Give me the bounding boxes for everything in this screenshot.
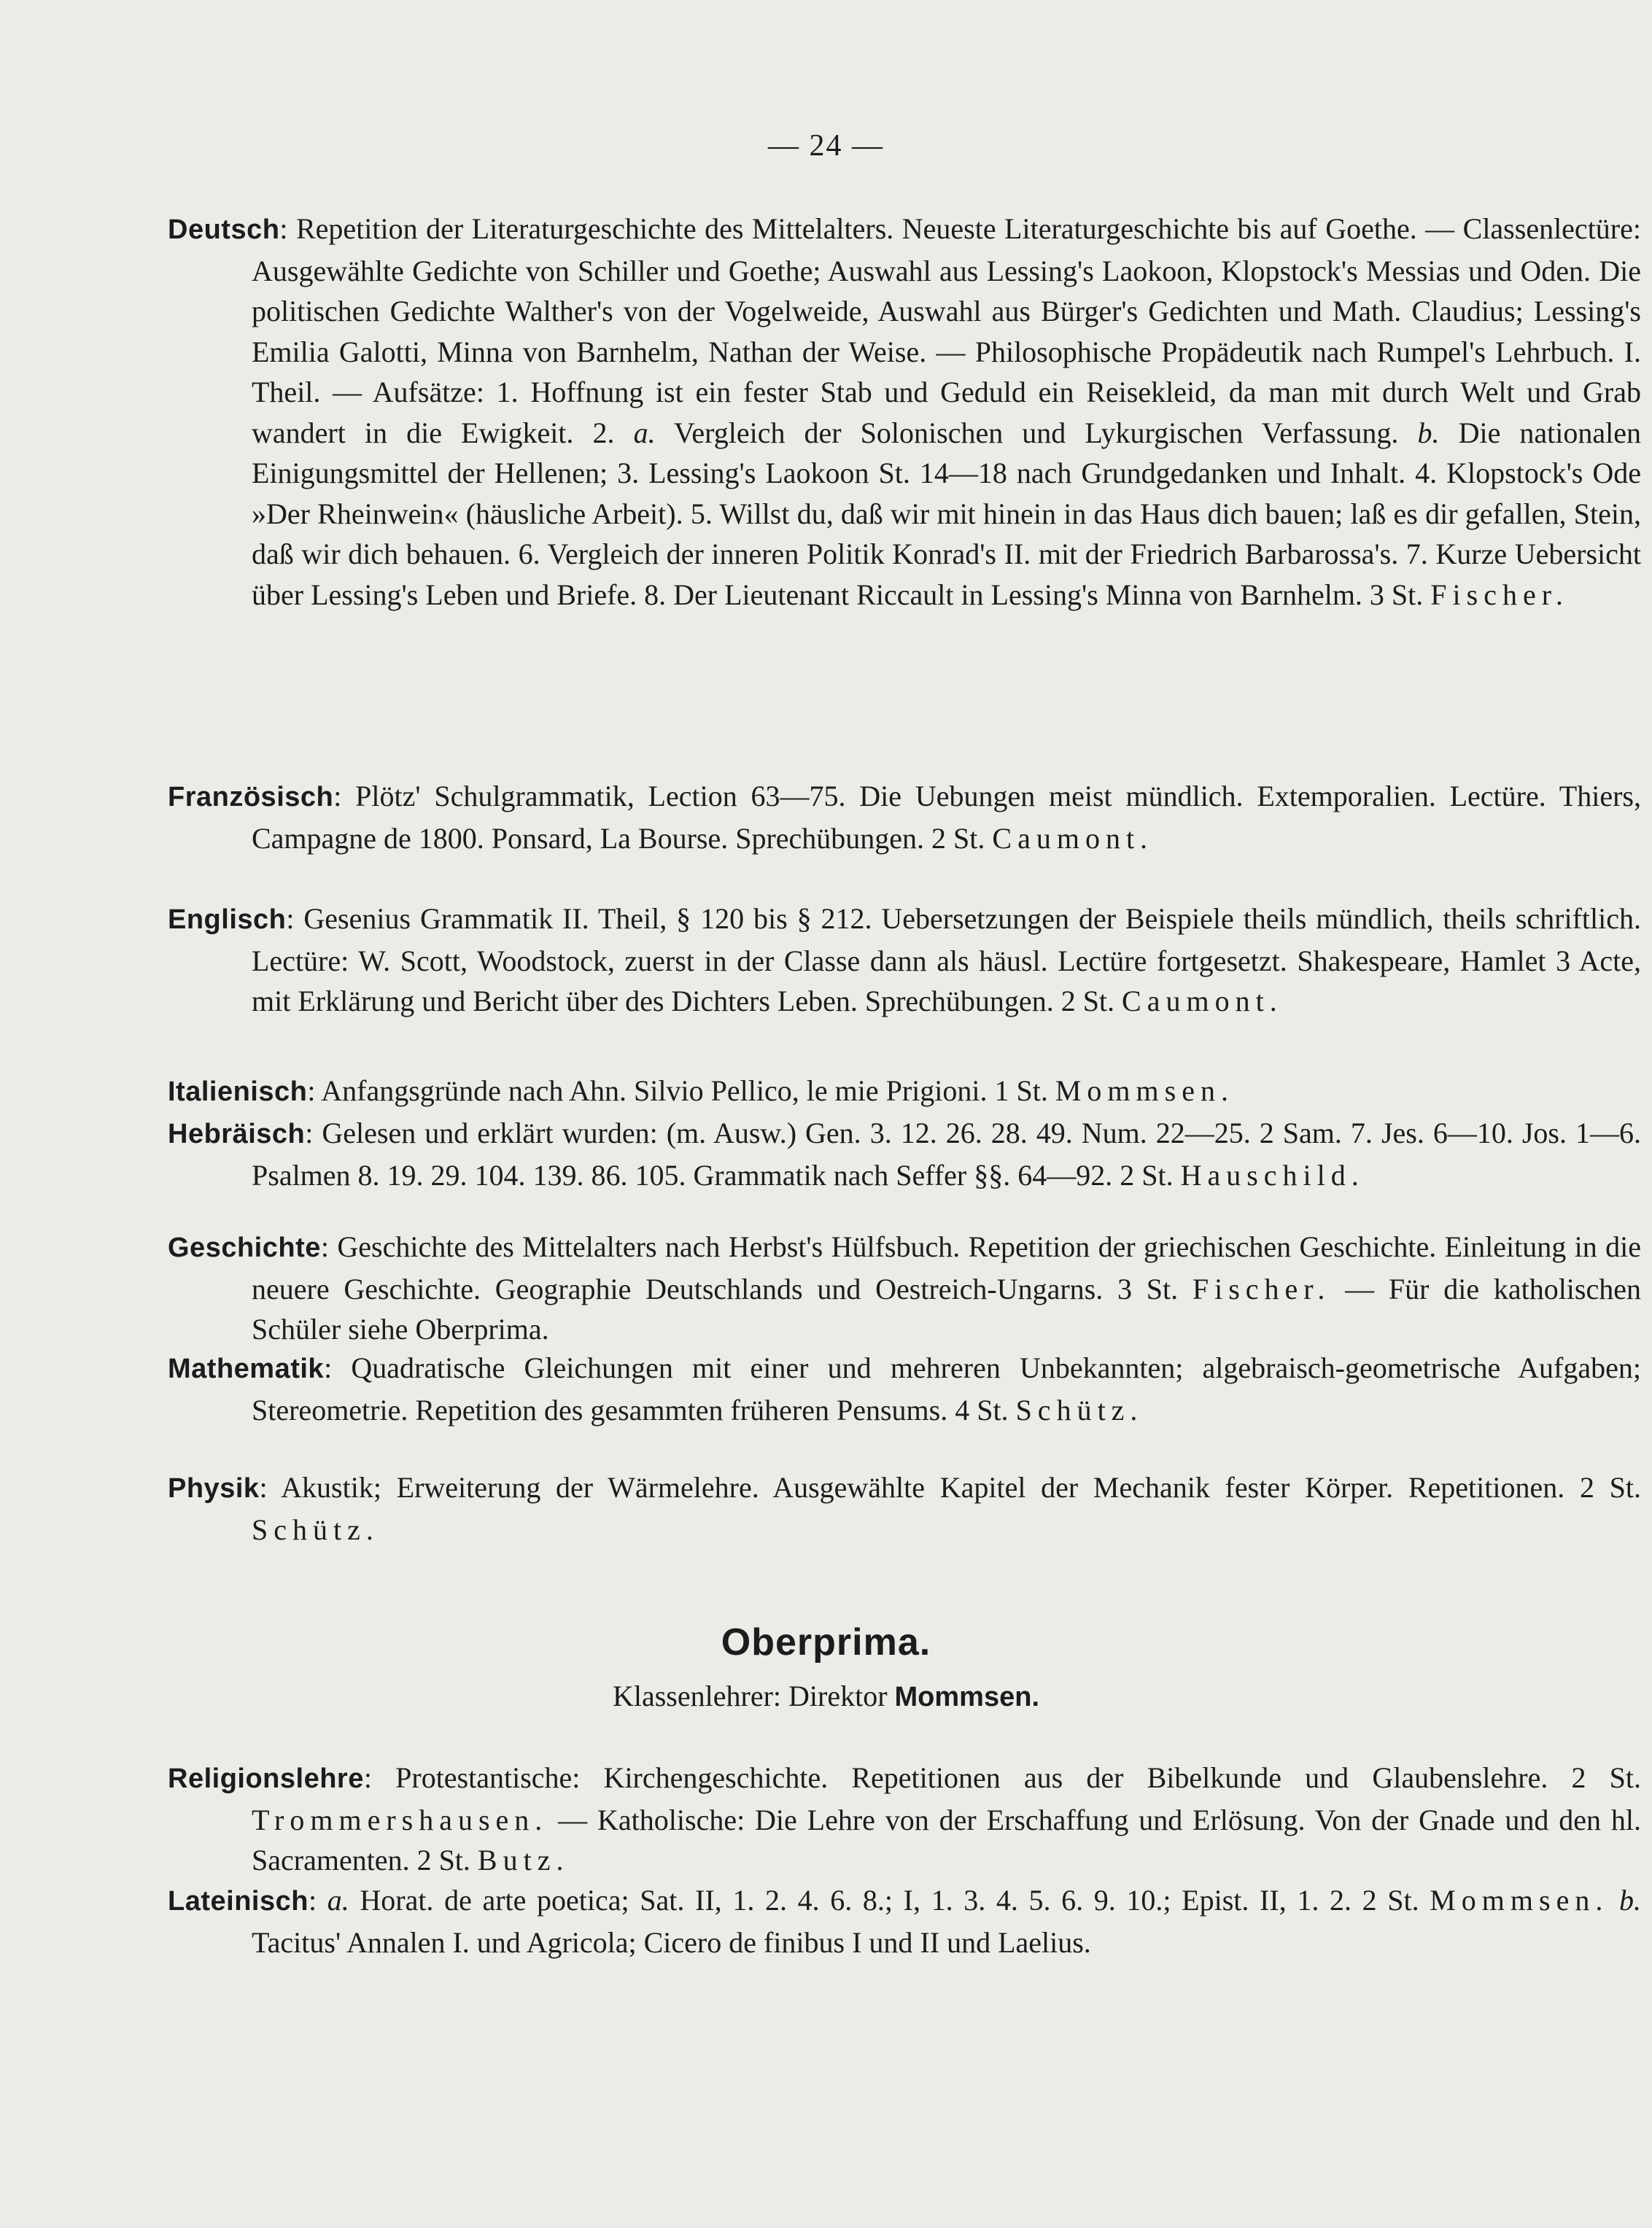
section-title: Oberprima.: [721, 1621, 931, 1664]
subject-heading: Religionslehre: [168, 1763, 364, 1794]
entry-text: Protestantische: Kirchengeschichte. Repetitionen aus der Bibelkunde und Glaubenslehre. 2 St.: [395, 1761, 1641, 1794]
subject-heading: Englisch: [168, 904, 287, 935]
page-number: — 24 —: [768, 129, 884, 163]
list-marker: b.: [1619, 1884, 1641, 1917]
subject-entry-franzoesisch: [168, 776, 1641, 858]
entry-text: Anfangsgründe nach Ahn. Silvio Pellico, le mie Prigioni. 1 St.: [321, 1074, 1055, 1107]
separator: :: [307, 1074, 322, 1107]
subject-heading: Geschichte: [168, 1233, 321, 1263]
class-teacher-label: Klassenlehrer: Direktor: [612, 1680, 895, 1712]
entry-text: Akustik; Erweiterung der Wärmelehre. Ausgewählte Kapitel der Mechanik fester Körper. Repetitionen. 2 St.: [281, 1471, 1641, 1504]
separator: :: [279, 212, 296, 245]
subject-entry-mathematik: [168, 1348, 1641, 1430]
separator: :: [305, 1117, 322, 1149]
teacher-name: Butz.: [477, 1844, 570, 1876]
subject-heading: Hebräisch: [168, 1119, 306, 1149]
class-teacher-name: Mommsen.: [894, 1682, 1039, 1712]
teacher-name: Schütz.: [1015, 1393, 1144, 1427]
subject-heading: Mathematik: [168, 1354, 325, 1384]
separator: :: [333, 780, 356, 812]
subject-heading: Deutsch: [168, 214, 280, 245]
entry-text: Quadratische Gleichungen mit einer und mehreren Unbekannten; algebraisch-geometrische Aufgaben; Stereometrie. Repetition des gesammten früheren Pensums. 4 St.: [252, 1351, 1641, 1427]
entry-text: Tacitus' Annalen I. und Agricola; Cicero de finibus I und II und Laelius.: [252, 1925, 1091, 1959]
separator: :: [259, 1471, 282, 1504]
teacher-name: Hauschild.: [1180, 1158, 1365, 1192]
subject-entry-deutsch: [168, 209, 1641, 615]
separator: :: [324, 1351, 352, 1384]
entry-text: Gelesen und erklärt wurden: (m. Ausw.) Gen. 3. 12. 26. 28. 49. Num. 22—25. 2 Sam. 7. Jes. 6—10. Jos. 1—6. Psalmen 8. 19. 29. 104. 139. 86. 105. Grammatik nach Seffer §§. 64—92. 2 St.: [252, 1117, 1641, 1192]
separator: :: [363, 1761, 396, 1794]
subject-entry-geschichte: [168, 1227, 1641, 1350]
entry-text: Horat. de arte poetica; Sat. II, 1. 2. 4. 6. 8.; I, 1. 3. 4. 5. 6. 9. 10.; Epist. II, 1. 2. 2 St.: [349, 1884, 1430, 1917]
entry-text: — Katholische: Die Lehre von der Erschaffung und Erlösung. Von der Gnade und den hl. Sacramenten. 2 St.: [252, 1803, 1641, 1876]
subject-entry-lateinisch: [168, 1880, 1641, 1963]
teacher-name: Fischer.: [1192, 1272, 1331, 1305]
subject-heading: Physik: [168, 1473, 260, 1504]
list-marker: b.: [1417, 416, 1440, 449]
teacher-name: Trommershausen.: [252, 1803, 548, 1836]
teacher-name: Mommsen.: [1055, 1074, 1234, 1107]
subject-entry-englisch: [168, 898, 1641, 1022]
subject-entry-religionslehre: [168, 1758, 1641, 1881]
separator: :: [320, 1230, 338, 1263]
entry-text: Die nationalen Einigungsmittel der Hellenen; 3. Lessing's Laokoon St. 14—18 nach Grundgedanken und Inhalt. 4. Klopstock's Ode »Der Rheinwein« (häusliche Arbeit). 5. Willst du, daß wir mit hinein in das Haus dich bauen; laß es dir gefallen, Stein, daß wir dich behauen. 6. Vergleich der inneren Politik Konrad's II. mit der Friedrich Barbarossa's. 7. Kurze Uebersicht über Lessing's Leben und Briefe. 8. Der Lieutenant Riccault in Lessing's Minna von Barnhelm. 3 St.: [252, 416, 1641, 611]
entry-text: — Für die katholischen Schüler siehe Oberprima.: [252, 1272, 1641, 1346]
subject-entry-italienisch: [168, 1071, 1641, 1113]
subject-entry-hebraeisch: [168, 1113, 1641, 1195]
separator: :: [286, 902, 304, 935]
list-marker: a.: [633, 416, 656, 449]
subject-heading: Lateinisch: [168, 1886, 309, 1917]
entry-text: Plötz' Schulgrammatik, Lection 63—75. Die Uebungen meist mündlich. Extemporalien. Lectüre. Thiers, Campagne de 1800. Ponsard, La Bourse. Sprechübungen. 2 St.: [252, 780, 1641, 855]
entry-text: Repetition der Literaturgeschichte des Mittelalters. Neueste Literaturgeschichte bis auf Goethe. — Classenlectüre: Ausgewählte Gedichte von Schiller und Goethe; Auswahl aus Lessing's Laokoon, Klopstock's Messias und Oden. Die politischen Gedichte Walther's von der Vogelweide, Auswahl aus Bürger's Gedichten und Math. Claudius; Lessing's Emilia Galotti, Minna von Barnhelm, Nathan der Weise. — Philosophische Propädeutik nach Rumpel's Lehrbuch. I. Theil. — Aufsätze: 1. Hoffnung ist ein fester Stab und Geduld ein Reisekleid, da man mit durch Welt und Grab wandert in die Ewigkeit. 2.: [252, 212, 1641, 449]
entry-text: Gesenius Grammatik II. Theil, § 120 bis § 212. Uebersetzungen der Beispiele theils mündlich, theils schriftlich. Lectüre: W. Scott, Woodstock, zuerst in der Classe dann als häusl. Lectüre fortgesetzt. Shakespeare, Hamlet 3 Acte, mit Erklärung und Bericht über des Dichters Leben. Sprechübungen. 2 St.: [252, 902, 1641, 1017]
teacher-name: Mommsen.: [1430, 1884, 1609, 1917]
teacher-name: Caumont.: [1122, 985, 1283, 1017]
subject-heading: Französisch: [168, 782, 334, 812]
subject-entry-physik: [168, 1467, 1641, 1550]
separator: :: [308, 1884, 327, 1917]
list-marker: a.: [327, 1884, 349, 1917]
teacher-name: Schütz.: [252, 1513, 379, 1546]
class-teacher-line: [0, 1679, 1652, 1713]
entry-text: Geschichte des Mittelalters nach Herbst's Hülfsbuch. Repetition der griechischen Geschichte. Einleitung in die neuere Geschichte. Geographie Deutschlands und Oestreich-Ungarns. 3 St.: [252, 1230, 1641, 1305]
subject-heading: Italienisch: [168, 1076, 308, 1107]
teacher-name: Caumont.: [992, 821, 1154, 855]
teacher-name: Fischer.: [1430, 578, 1569, 611]
entry-text: Vergleich der Solonischen und Lykurgischen Verfassung.: [655, 416, 1418, 449]
